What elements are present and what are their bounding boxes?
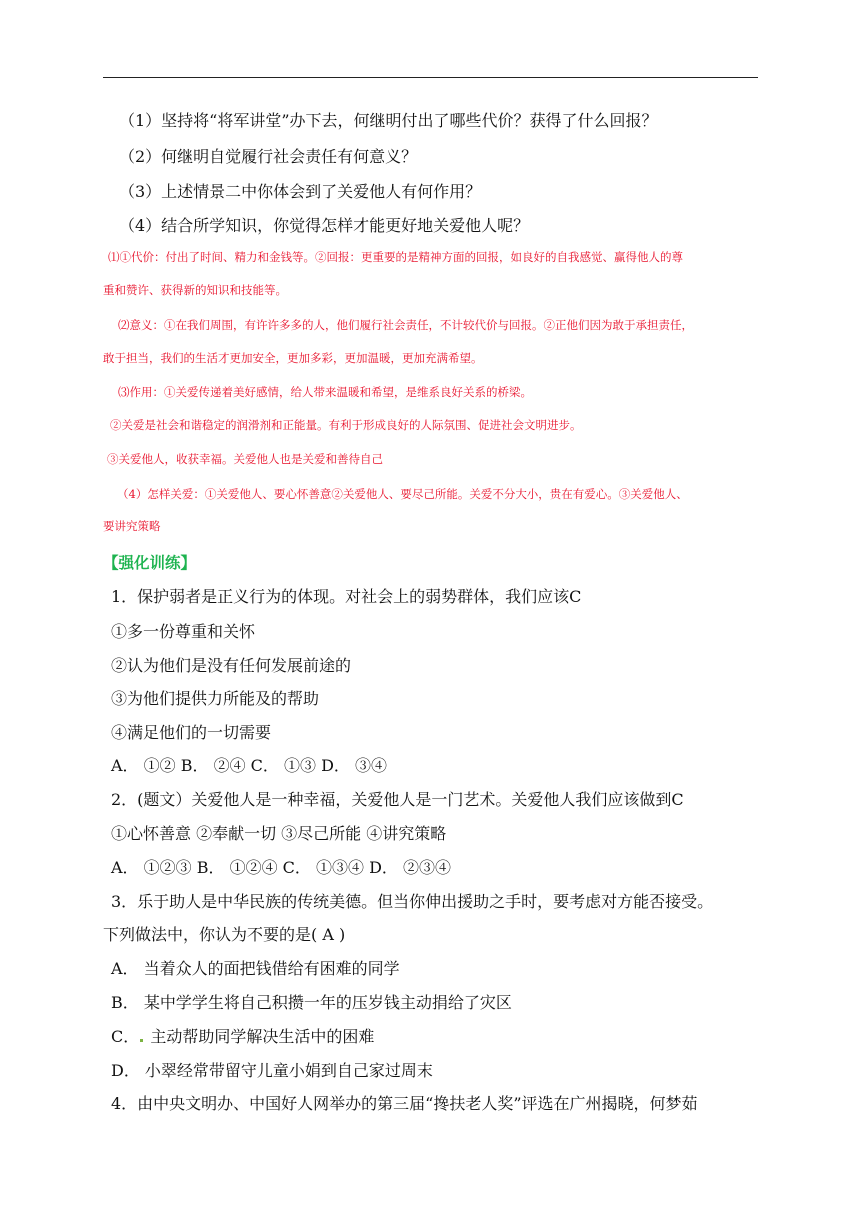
exercise-3-stem: 3．乐于助人是中华民族的传统美德。但当你伸出援助之手时，要考虑对方能否接受。 (111, 892, 714, 911)
exercise-3-option-d: D． 小翠经常带留守儿童小娟到自己家过周末 (111, 1061, 433, 1080)
exercise-1-options: A． ①② B． ②④ C． ①③ D． ③④ (111, 756, 387, 775)
exercise-1-stem: 1．保护弱者是正义行为的体现。对社会上的弱势群体，我们应该C (111, 587, 582, 606)
exercise-3-option-b: B． 某中学学生将自己积攒一年的压岁钱主动捐给了灾区 (111, 993, 512, 1012)
answer-line: 敢于担当，我们的生活才更加安全，更加多彩，更加温暖，更加充满希望。 (103, 351, 483, 365)
exercise-1-item: ④满足他们的一切需要 (111, 723, 272, 742)
answer-line: 重和赞许、获得新的知识和技能等。 (103, 283, 287, 297)
option-c-prefix: C． (111, 1027, 140, 1046)
exercise-3-option-a: A． 当着众人的面把钱借给有困难的同学 (111, 959, 400, 978)
exercise-2-stem: 2．(题文）关爱他人是一种幸福，关爱他人是一门艺术。关爱他人我们应该做到C (111, 790, 684, 809)
exercise-1-item: ③为他们提供力所能及的帮助 (111, 689, 320, 708)
question-4: （4）结合所学知识，你觉得怎样才能更好地关爱他人呢？ (119, 216, 530, 235)
answer-line: ②关爱是社会和谐稳定的润滑剂和正能量。有利于形成良好的人际氛围、促进社会文明进步。 (110, 418, 582, 432)
answer-line: ⑴①代价：付出了时间、精力和金钱等。②回报：更重要的是精神方面的回报，如良好的自我感觉、赢得他人的尊 (108, 250, 683, 264)
answer-line: ⑵意义：①在我们周围，有许许多多的人，他们履行社会责任，不计较代价与回报。②正他们因为敢于承担责任， (118, 318, 693, 332)
answer-line: 要讲究策略 (103, 519, 161, 533)
exercise-2-options: A． ①②③ B． ①②④ C． ①③④ D． ②③④ (111, 858, 451, 877)
section-heading: 【强化训练】 (103, 554, 197, 572)
header-rule (103, 77, 758, 78)
anchor-marker-icon (140, 1039, 143, 1042)
exercise-3-option-c (111, 1024, 374, 1047)
exercise-3-stem: 下列做法中，你认为不要的是( A ) (103, 925, 346, 944)
answer-line: （4）怎样关爱：①关爱他人、要心怀善意②关爱他人、要尽己所能。关爱不分大小，贵在有爱心。③关爱他人、 (117, 487, 688, 501)
answer-line: ③关爱他人，收获幸福。关爱他人也是关爱和善待自己 (107, 452, 383, 466)
option-c-text: 主动帮助同学解决生活中的困难 (150, 1027, 375, 1046)
exercise-1-item: ②认为他们是没有任何发展前途的 (111, 656, 352, 675)
answer-line: ⑶作用：①关爱传递着美好感情，给人带来温暖和希望，是维系良好关系的桥梁。 (118, 385, 532, 399)
question-3: （3）上述情景二中你体会到了关爱他人有何作用？ (119, 182, 482, 201)
question-2: （2）何继明自觉履行社会责任有何意义？ (119, 147, 418, 166)
exercise-4-stem: 4．由中央文明办、中国好人网举办的第三届“搀扶老人奖”评选在广州揭晓，何梦茹 (111, 1094, 698, 1113)
exercise-2-items: ①心怀善意 ②奉献一切 ③尽己所能 ④讲究策略 (111, 824, 447, 843)
question-1: （1）坚持将“将军讲堂”办下去，何继明付出了哪些代价？获得了什么回报？ (119, 111, 658, 130)
exercise-1-item: ①多一份尊重和关怀 (111, 622, 256, 641)
